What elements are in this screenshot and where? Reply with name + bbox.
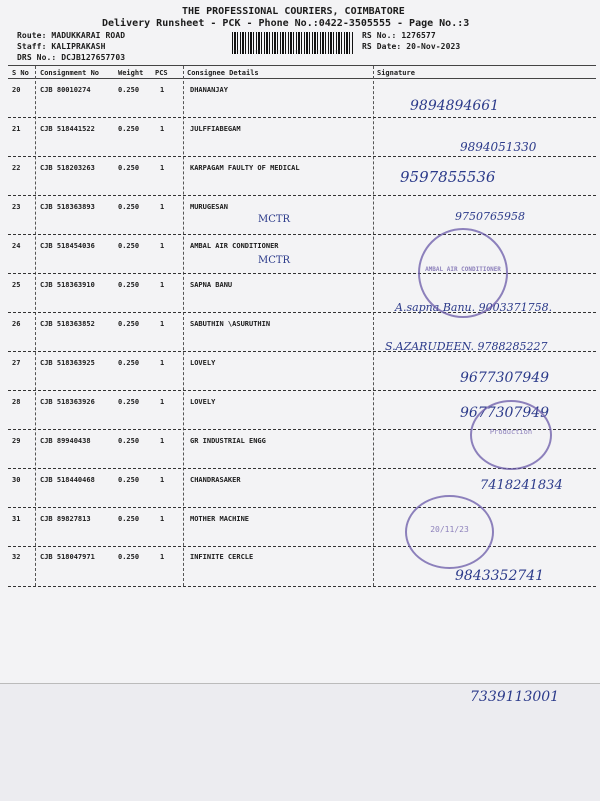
row-sno: 30 <box>12 476 21 484</box>
col-sno: S No <box>12 69 29 77</box>
row-sno: 26 <box>12 320 21 328</box>
col-divider-1 <box>35 66 36 586</box>
route: Route: MADUKKARAI ROAD <box>17 31 126 40</box>
row-consignment: CJB 518047971 <box>40 553 95 561</box>
col-signature: Signature <box>377 69 415 77</box>
row-weight: 0.250 <box>118 203 140 211</box>
row-consignee: GR INDUSTRIAL ENGG <box>190 437 266 445</box>
row-consignment: CJB 518454036 <box>40 242 95 250</box>
row-weight: 0.250 <box>118 281 140 289</box>
signature-phone: 9894894661 <box>410 98 500 114</box>
row-weight: 0.250 <box>118 359 140 367</box>
row-pcs: 1 <box>160 398 165 406</box>
row-consignee: MURUGESAN <box>190 203 228 211</box>
row-consignee: CHANDRASAKER <box>190 476 241 484</box>
row-pcs: 1 <box>160 86 165 94</box>
col-consignment: Consignment No <box>40 69 100 77</box>
row-consignee: MOTHER MACHINE <box>190 515 250 523</box>
col-pcs: PCS <box>155 69 168 77</box>
staff: Staff: KALIPRAKASH <box>17 42 106 51</box>
row-pcs: 1 <box>160 515 165 523</box>
row-pcs: 1 <box>160 125 165 133</box>
row-weight: 0.250 <box>118 242 140 250</box>
row-divider <box>8 507 596 508</box>
row-sno: 29 <box>12 437 21 445</box>
col-divider-2 <box>183 66 184 586</box>
row-pcs: 1 <box>160 164 165 172</box>
mctr-note: MCTR <box>258 214 291 225</box>
row-weight: 0.250 <box>118 398 140 406</box>
signature-phone: S.AZARUDEEN. 9788285227 <box>385 340 548 353</box>
ambal-stamp <box>418 228 508 318</box>
row-pcs: 1 <box>160 476 165 484</box>
row-consignee: DHANANJAY <box>190 86 228 94</box>
row-weight: 0.250 <box>118 164 140 172</box>
ambal-stamp-text: AMBAL AIR CONDITIONER <box>425 266 501 273</box>
gr-stamp <box>470 400 552 470</box>
row-consignment: CJB 518203263 <box>40 164 95 172</box>
signature-phone: 9894051330 <box>460 140 537 154</box>
signature-phone: 7418241834 <box>480 478 563 493</box>
row-weight: 0.250 <box>118 515 140 523</box>
row-divider <box>8 117 596 118</box>
drs-number: DRS No.: DCJB127657703 <box>17 53 126 62</box>
header-rule <box>8 65 596 66</box>
row-consignment: CJB 518363852 <box>40 320 95 328</box>
row-sno: 31 <box>12 515 21 523</box>
signature-phone: A.sapna Banu. 9003371758. <box>395 301 553 314</box>
row-consignment: CJB 89827813 <box>40 515 91 523</box>
date-stamp <box>405 495 494 569</box>
signature-phone: 9677307949 <box>460 370 550 386</box>
company-title: THE PROFESSIONAL COURIERS, COIMBATORE <box>182 6 405 17</box>
row-consignee: LOVELY <box>190 359 216 367</box>
row-sno: 27 <box>12 359 21 367</box>
header-rule-bottom <box>8 78 596 79</box>
col-divider-3 <box>373 66 374 586</box>
row-consignee: KARPAGAM FAULTY OF MEDICAL <box>190 164 300 172</box>
row-consignment: CJB 518363926 <box>40 398 95 406</box>
row-consignment: CJB 89940438 <box>40 437 91 445</box>
row-consignee: SAPNA BANU <box>190 281 233 289</box>
row-weight: 0.250 <box>118 476 140 484</box>
row-consignment: CJB 518363893 <box>40 203 95 211</box>
row-sno: 21 <box>12 125 21 133</box>
row-consignment: CJB 518440468 <box>40 476 95 484</box>
signature-phone: 9750765958 <box>455 210 525 223</box>
gr-stamp-text: Production <box>489 428 533 436</box>
row-pcs: 1 <box>160 553 165 561</box>
row-divider <box>8 195 596 196</box>
folded-bottom-strip <box>0 683 600 801</box>
signature-phone: 9597855536 <box>400 168 496 186</box>
row-consignment: CJB 518363910 <box>40 281 95 289</box>
row-weight: 0.250 <box>118 125 140 133</box>
date-stamp-text: 20/11/23 <box>430 525 469 534</box>
row-sno: 20 <box>12 86 21 94</box>
runsheet-title: Delivery Runsheet - PCK - Phone No.:0422-3505555 - Page No.:3 <box>102 18 470 29</box>
row-consignment: CJB 80010274 <box>40 86 91 94</box>
row-pcs: 1 <box>160 203 165 211</box>
row-consignee: JULFFIABEGAM <box>190 125 241 133</box>
rs-date: RS Date: 20-Nov-2023 <box>362 42 461 51</box>
row-weight: 0.250 <box>118 437 140 445</box>
row-pcs: 1 <box>160 281 165 289</box>
row-consignee: LOVELY <box>190 398 216 406</box>
row-sno: 32 <box>12 553 21 561</box>
row-divider <box>8 234 596 235</box>
row-consignee: INFINITE CERCLE <box>190 553 254 561</box>
row-pcs: 1 <box>160 320 165 328</box>
mctr-note: MCTR <box>258 255 291 266</box>
row-consignee: AMBAL AIR CONDITIONER <box>190 242 279 250</box>
signature-phone: 9843352741 <box>455 568 545 584</box>
col-consignee: Consignee Details <box>187 69 259 77</box>
row-sno: 24 <box>12 242 21 250</box>
row-pcs: 1 <box>160 242 165 250</box>
row-consignment: CJB 518441522 <box>40 125 95 133</box>
signature-phone: 9677307949 <box>460 405 550 421</box>
row-sno: 22 <box>12 164 21 172</box>
rs-number: RS No.: 1276577 <box>362 31 436 40</box>
col-weight: Weight <box>118 69 144 77</box>
row-weight: 0.250 <box>118 86 140 94</box>
row-weight: 0.250 <box>118 320 140 328</box>
row-divider <box>8 390 596 391</box>
row-consignment: CJB 518363925 <box>40 359 95 367</box>
row-sno: 25 <box>12 281 21 289</box>
row-divider <box>8 586 596 587</box>
row-pcs: 1 <box>160 359 165 367</box>
barcode <box>232 32 354 54</box>
row-consignee: SABUTHIN \ASURUTHIN <box>190 320 271 328</box>
row-divider <box>8 546 596 547</box>
row-pcs: 1 <box>160 437 165 445</box>
row-weight: 0.250 <box>118 553 140 561</box>
row-sno: 28 <box>12 398 21 406</box>
row-divider <box>8 156 596 157</box>
row-sno: 23 <box>12 203 21 211</box>
bottom-handwritten-number: 7339113001 <box>470 689 560 705</box>
